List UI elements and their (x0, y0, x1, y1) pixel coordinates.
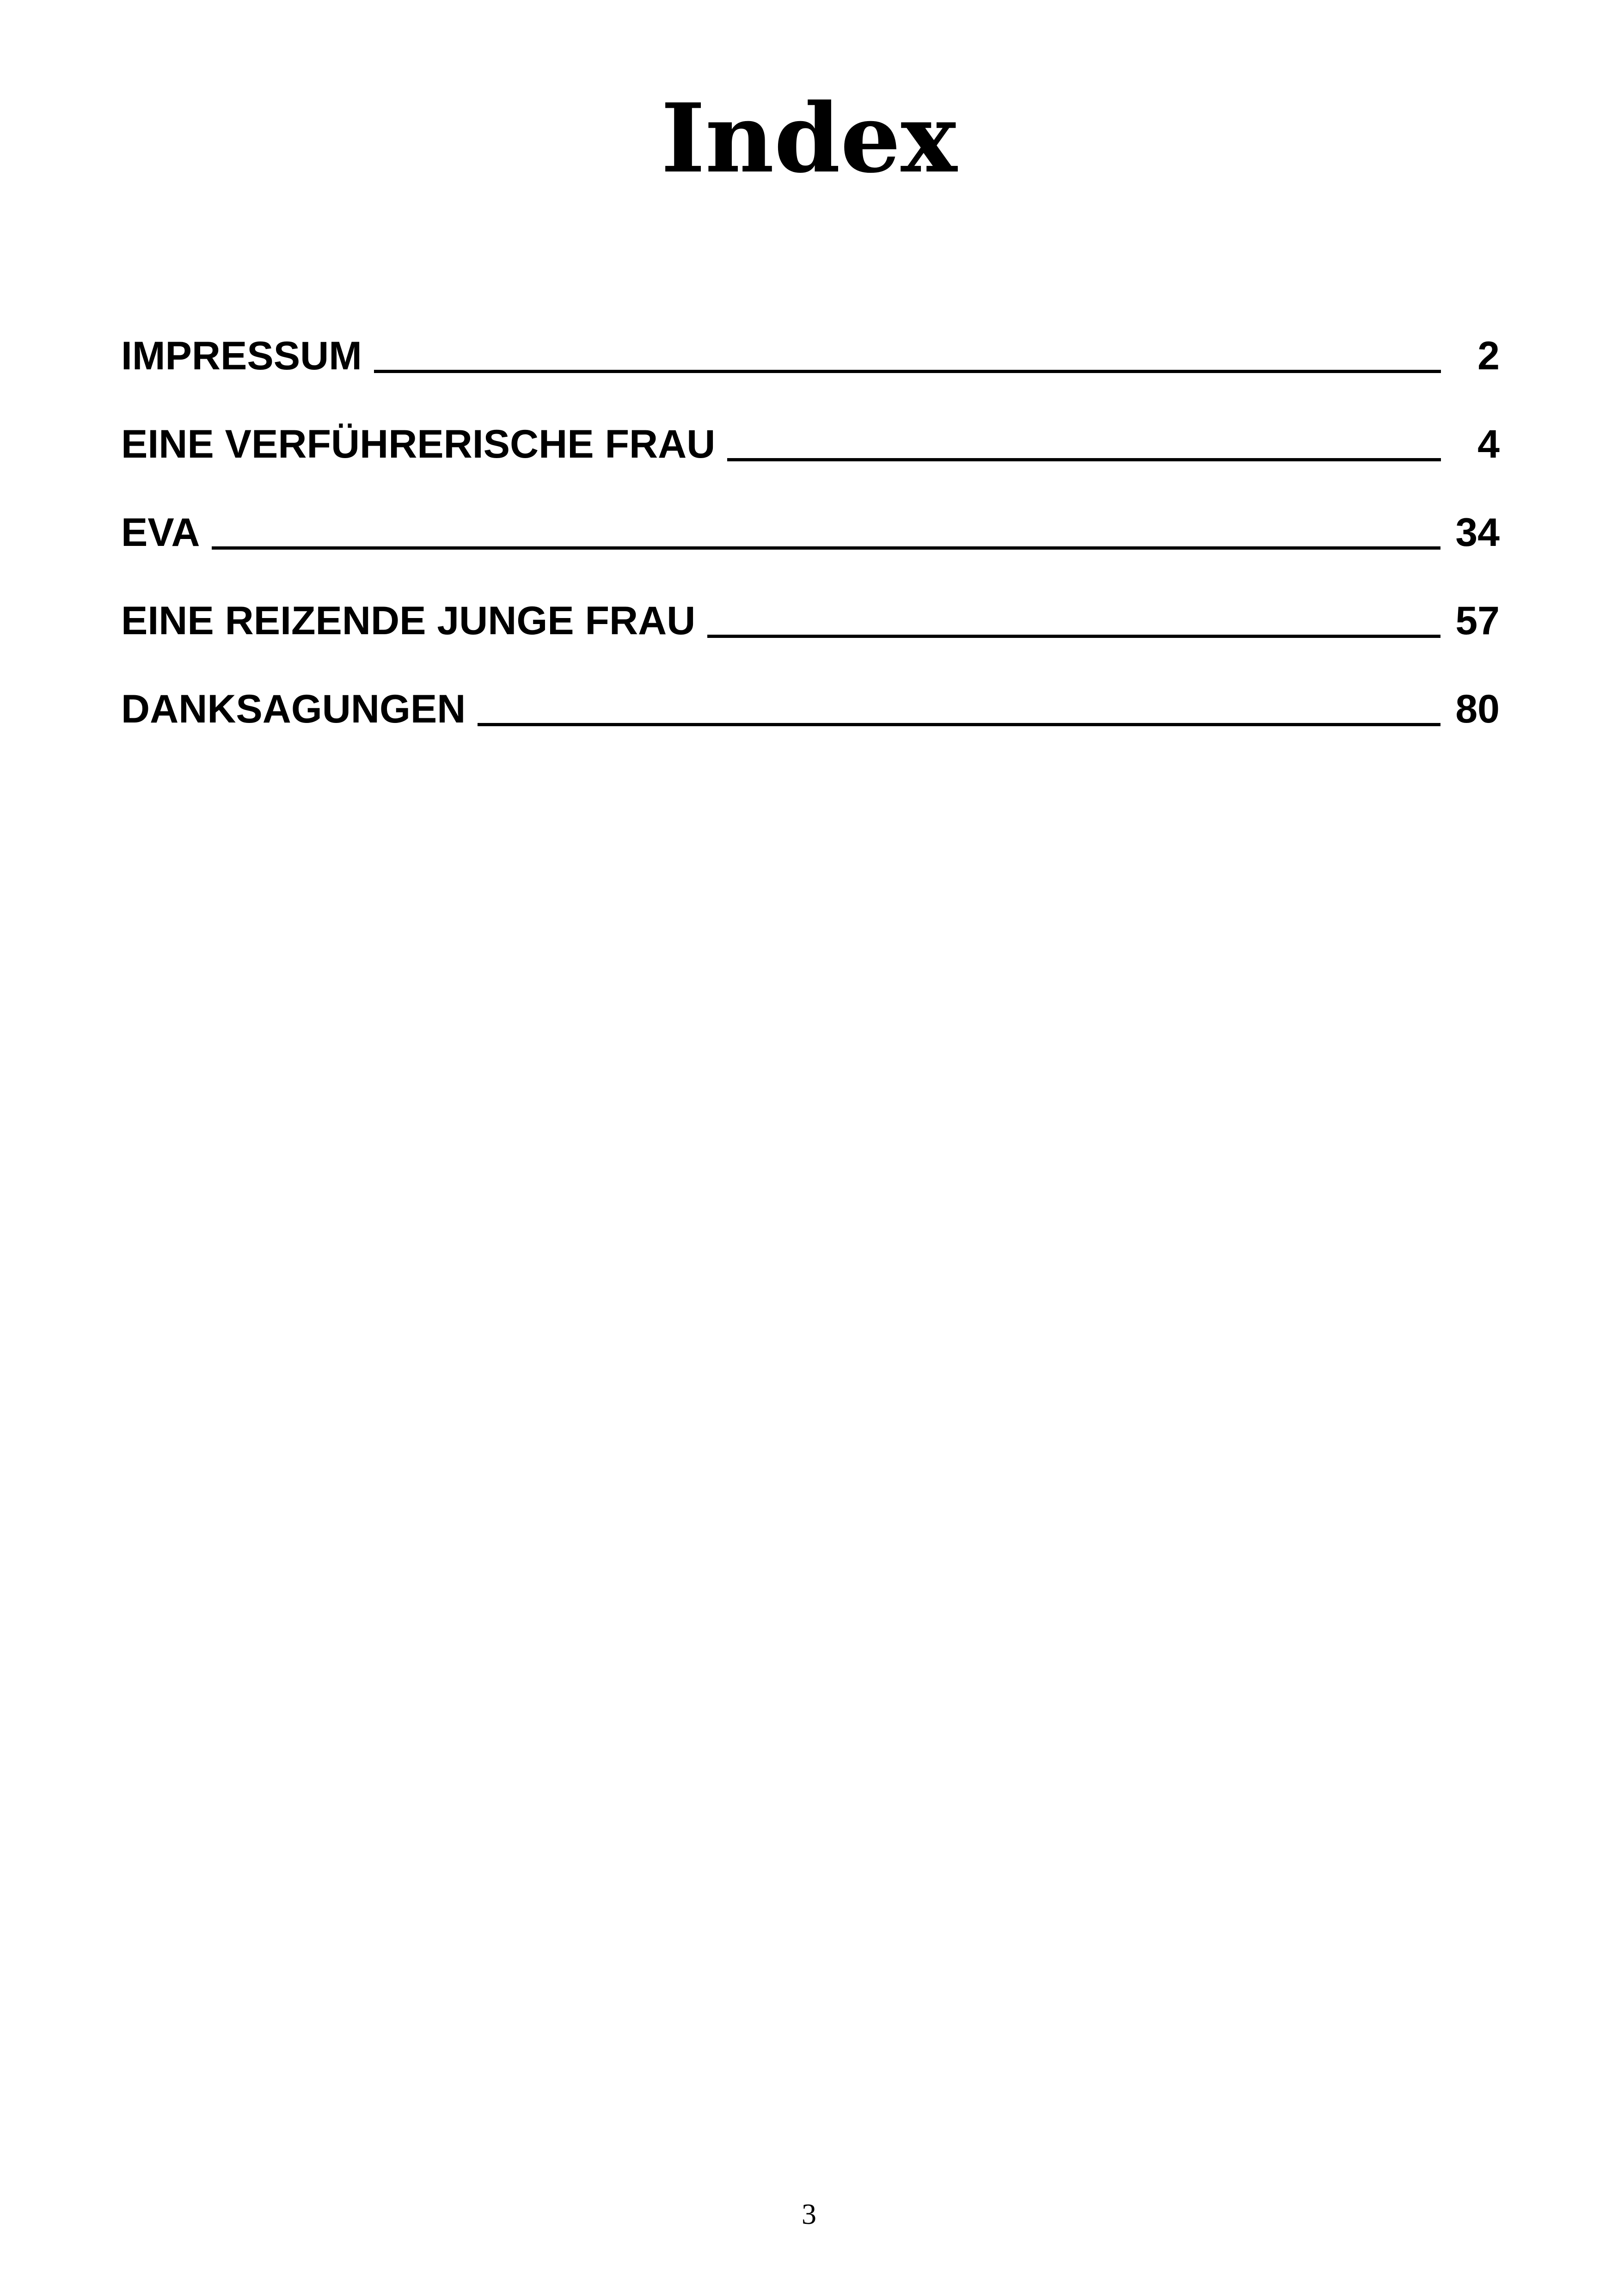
toc-entry-page: 80 (1455, 687, 1500, 731)
toc-entry-label: EINE REIZENDE JUNGE FRAU (121, 599, 696, 643)
toc-entry-label: IMPRESSUM (121, 334, 362, 378)
page-title: Index (661, 83, 957, 194)
toc-leader-line (727, 458, 1441, 461)
toc-entry-label: EINE VERFÜHRERISCHE FRAU (121, 422, 716, 466)
toc-entry-label: EVA (121, 510, 200, 555)
toc-entry-label: DANKSAGUNGEN (121, 687, 466, 731)
toc-entry-page: 2 (1477, 334, 1500, 378)
toc-leader-line (212, 546, 1440, 550)
toc-leader-line (374, 370, 1441, 373)
toc-leader-line (478, 723, 1440, 726)
page-number: 3 (802, 2198, 816, 2230)
table-of-contents (121, 333, 1500, 774)
toc-entry-danksagungen[interactable] (121, 686, 1500, 774)
toc-entry-page: 4 (1477, 422, 1500, 466)
toc-leader-line (707, 635, 1440, 638)
toc-entry-eine-verfuehrerische-frau[interactable] (121, 421, 1500, 509)
toc-entry-impressum[interactable] (121, 333, 1500, 421)
toc-entry-eva[interactable] (121, 509, 1500, 598)
toc-entry-page: 57 (1455, 599, 1500, 643)
toc-entry-page: 34 (1455, 510, 1500, 555)
toc-entry-eine-reizende-junge-frau[interactable] (121, 598, 1500, 686)
